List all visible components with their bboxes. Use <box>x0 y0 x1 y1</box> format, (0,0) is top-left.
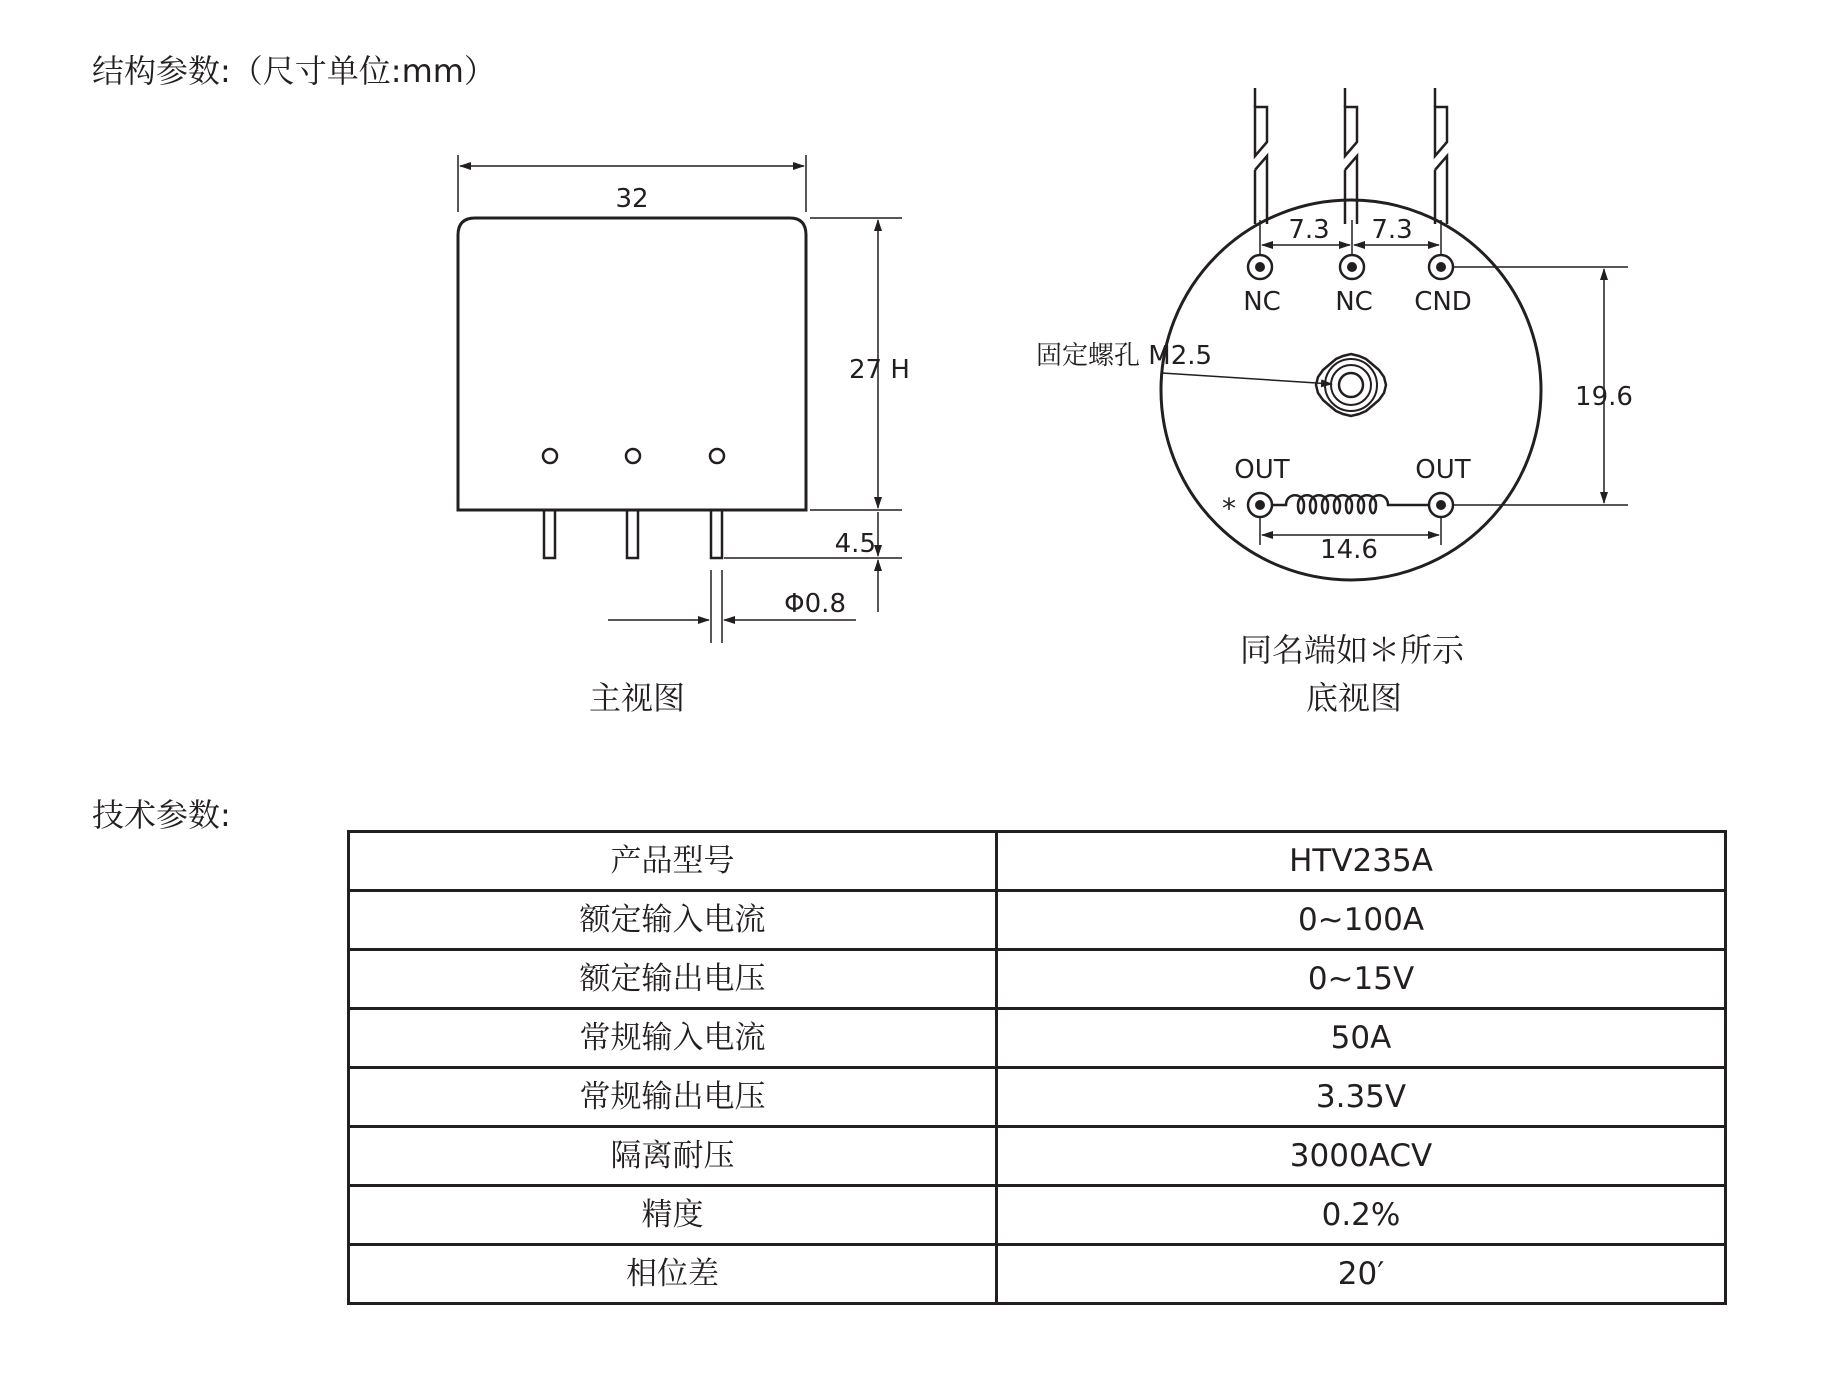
label-pin-diameter-dim: Φ0.8 <box>784 589 846 619</box>
param-cell: 精度 <box>349 1186 997 1245</box>
value-cell: 0.2% <box>997 1186 1726 1245</box>
label-out-right: OUT <box>1415 455 1471 485</box>
structure-heading: 结构参数:（尺寸单位:mm） <box>92 52 496 90</box>
lead-wire-2 <box>1345 88 1357 224</box>
label-pin-spacing-left: 7.3 <box>1288 215 1330 245</box>
spec-table <box>347 830 1727 1305</box>
label-pin-nc-2: NC <box>1335 287 1373 317</box>
value-cell: 20′ <box>997 1245 1726 1304</box>
dimension-pin-spacing <box>1260 220 1441 255</box>
label-pin-length-dim: 4.5 <box>834 529 876 559</box>
out-pin-right <box>1429 493 1453 517</box>
front-body-outline <box>458 218 806 510</box>
label-pin-spacing-right: 7.3 <box>1371 215 1413 245</box>
bottom-body-circle <box>1161 200 1541 580</box>
front-pin-1 <box>544 510 555 558</box>
label-polarity-mark: * <box>1222 492 1236 525</box>
label-vertical-dim: 19.6 <box>1575 382 1633 412</box>
label-out-left: OUT <box>1234 455 1290 485</box>
table-row <box>349 950 1726 1009</box>
lead-wire-3 <box>1435 88 1447 224</box>
mount-hole-leader <box>1162 373 1332 384</box>
mount-screw-hole <box>1316 354 1386 416</box>
top-pin-nc-2 <box>1340 255 1364 279</box>
param-cell: 隔离耐压 <box>349 1127 997 1186</box>
table-row <box>349 1127 1726 1186</box>
table-row <box>349 1068 1726 1127</box>
top-pin-nc-1 <box>1248 255 1272 279</box>
label-width-dim: 32 <box>615 184 649 214</box>
front-view-caption: 主视图 <box>588 679 686 717</box>
param-cell: 常规输出电压 <box>349 1068 997 1127</box>
value-cell: 3.35V <box>997 1068 1726 1127</box>
front-hole-2 <box>626 449 640 463</box>
coil-winding <box>1272 495 1429 513</box>
front-view <box>458 155 902 643</box>
label-mount-hole: 固定螺孔 M2.5 <box>1036 341 1213 371</box>
polarity-note: 同名端如＊所示 <box>1239 631 1465 669</box>
label-out-spacing-dim: 14.6 <box>1320 535 1378 565</box>
param-cell: 额定输出电压 <box>349 950 997 1009</box>
value-cell: 0~100A <box>997 891 1726 950</box>
table-row <box>349 832 1726 891</box>
front-hole-3 <box>710 449 724 463</box>
value-cell: HTV235A <box>997 832 1726 891</box>
table-row <box>349 891 1726 950</box>
bottom-view-caption: 底视图 <box>1305 679 1403 717</box>
param-cell: 相位差 <box>349 1245 997 1304</box>
table-row <box>349 1009 1726 1068</box>
tech-heading: 技术参数: <box>92 796 231 834</box>
lead-wire-1 <box>1255 88 1267 224</box>
label-pin-cnd: CND <box>1414 287 1472 317</box>
out-pin-left <box>1248 493 1272 517</box>
value-cell: 3000ACV <box>997 1127 1726 1186</box>
front-hole-1 <box>543 449 557 463</box>
value-cell: 50A <box>997 1009 1726 1068</box>
front-pin-3 <box>711 510 722 558</box>
label-height-dim: 27 H <box>849 355 910 385</box>
param-cell: 常规输入电流 <box>349 1009 997 1068</box>
table-row <box>349 1186 1726 1245</box>
top-pin-cnd <box>1429 255 1453 279</box>
label-pin-nc-1: NC <box>1243 287 1281 317</box>
value-cell: 0~15V <box>997 950 1726 1009</box>
param-cell: 额定输入电流 <box>349 891 997 950</box>
front-pin-2 <box>627 510 638 558</box>
param-cell: 产品型号 <box>349 832 997 891</box>
table-row <box>349 1245 1726 1304</box>
